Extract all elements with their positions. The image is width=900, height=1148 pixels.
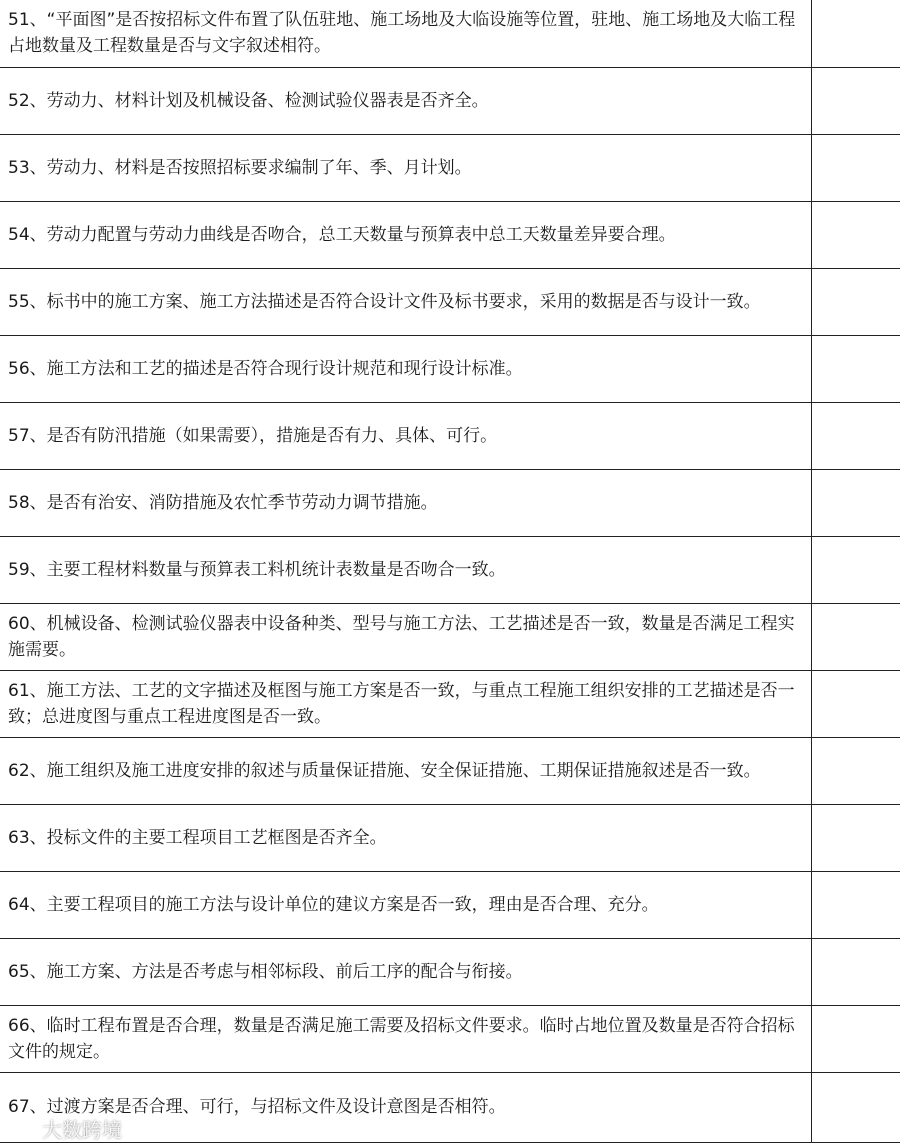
- check-result-cell: [811, 670, 900, 737]
- check-item-text: 58、是否有治安、消防措施及农忙季节劳动力调节措施。: [0, 469, 811, 536]
- check-result-cell: [811, 871, 900, 938]
- check-item-text: 66、临时工程布置是否合理，数量是否满足施工需要及招标文件要求。临时占地位置及数量是否符合招标文件的规定。: [0, 1005, 811, 1072]
- table-row: [0, 603, 900, 670]
- table-row: [0, 469, 900, 536]
- table-row: [0, 67, 900, 134]
- check-result-cell: [811, 804, 900, 871]
- check-item-text: 52、劳动力、材料计划及机械设备、检测试验仪器表是否齐全。: [0, 67, 811, 134]
- check-item-text: 67、过渡方案是否合理、可行，与招标文件及设计意图是否相符。: [0, 1072, 811, 1142]
- table-row: [0, 871, 900, 938]
- check-result-cell: [811, 0, 900, 67]
- watermark-text: 大数跨境: [42, 1118, 122, 1142]
- check-result-cell: [811, 201, 900, 268]
- check-item-text: 51、“平面图”是否按招标文件布置了队伍驻地、施工场地及大临设施等位置，驻地、施工场地及大临工程占地数量及工程数量是否与文字叙述相符。: [0, 0, 811, 67]
- table-row: [0, 804, 900, 871]
- check-result-cell: [811, 402, 900, 469]
- check-result-cell: [811, 938, 900, 1005]
- table-row: [0, 1005, 900, 1072]
- table-row: [0, 335, 900, 402]
- check-result-cell: [811, 536, 900, 603]
- table-row: [0, 536, 900, 603]
- check-result-cell: [811, 603, 900, 670]
- table-row: [0, 268, 900, 335]
- check-result-cell: [811, 737, 900, 804]
- check-result-cell: [811, 134, 900, 201]
- check-item-text: 64、主要工程项目的施工方法与设计单位的建议方案是否一致，理由是否合理、充分。: [0, 871, 811, 938]
- check-result-cell: [811, 469, 900, 536]
- check-item-text: 53、劳动力、材料是否按照招标要求编制了年、季、月计划。: [0, 134, 811, 201]
- check-item-text: 57、是否有防汛措施（如果需要），措施是否有力、具体、可行。: [0, 402, 811, 469]
- check-result-cell: [811, 1072, 900, 1142]
- table-row: [0, 134, 900, 201]
- table-row: [0, 737, 900, 804]
- check-result-cell: [811, 1005, 900, 1072]
- table-row: [0, 0, 900, 67]
- check-item-text: 65、施工方案、方法是否考虑与相邻标段、前后工序的配合与衔接。: [0, 938, 811, 1005]
- check-result-cell: [811, 67, 900, 134]
- check-item-text: 54、劳动力配置与劳动力曲线是否吻合，总工天数量与预算表中总工天数量差异要合理。: [0, 201, 811, 268]
- check-item-text: 62、施工组织及施工进度安排的叙述与质量保证措施、安全保证措施、工期保证措施叙述是否一致。: [0, 737, 811, 804]
- check-item-text: 56、施工方法和工艺的描述是否符合现行设计规范和现行设计标准。: [0, 335, 811, 402]
- table-row: [0, 938, 900, 1005]
- table-row: [0, 1072, 900, 1142]
- check-item-text: 60、机械设备、检测试验仪器表中设备种类、型号与施工方法、工艺描述是否一致，数量是否满足工程实施需要。: [0, 603, 811, 670]
- check-item-text: 55、标书中的施工方案、施工方法描述是否符合设计文件及标书要求，采用的数据是否与设计一致。: [0, 268, 811, 335]
- check-item-text: 59、主要工程材料数量与预算表工料机统计表数量是否吻合一致。: [0, 536, 811, 603]
- check-item-text: 63、投标文件的主要工程项目工艺框图是否齐全。: [0, 804, 811, 871]
- table-row: [0, 402, 900, 469]
- check-result-cell: [811, 335, 900, 402]
- check-result-cell: [811, 268, 900, 335]
- table-row: [0, 201, 900, 268]
- check-item-text: 61、施工方法、工艺的文字描述及框图与施工方案是否一致，与重点工程施工组织安排的工艺描述是否一致；总进度图与重点工程进度图是否一致。: [0, 670, 811, 737]
- table-row: [0, 670, 900, 737]
